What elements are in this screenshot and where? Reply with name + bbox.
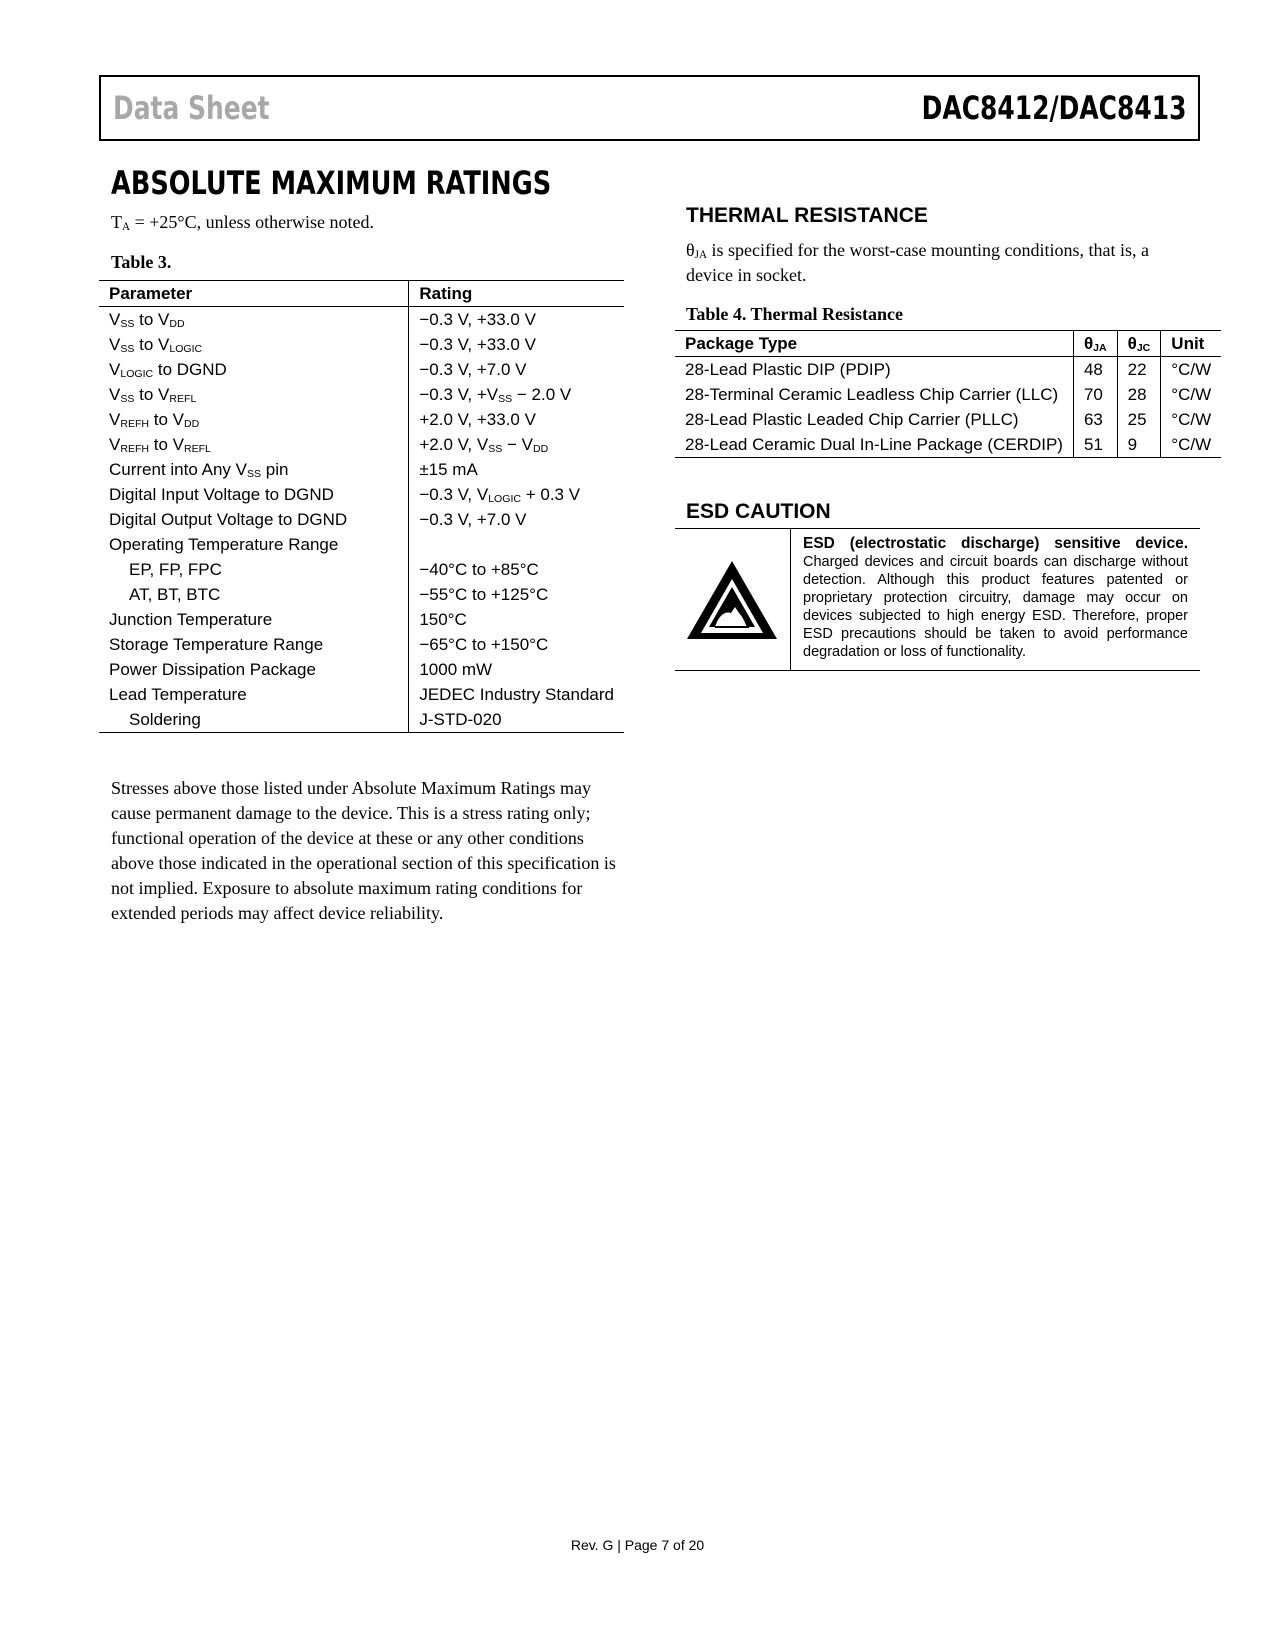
table-row <box>99 382 624 407</box>
table4-caption: Table 4. Thermal Resistance <box>686 304 904 324</box>
table-row <box>675 407 1221 432</box>
column-header-package-type: Package Type <box>675 331 1073 357</box>
subscript: SS <box>120 342 135 355</box>
table-row <box>99 607 624 632</box>
table-row <box>99 532 624 557</box>
table-row <box>99 632 624 657</box>
rating-cell: −0.3 V, +7.0 V <box>419 359 527 379</box>
theta-jc-cell: 22 <box>1117 357 1161 383</box>
text-span: V <box>109 359 121 379</box>
parameter-cell <box>99 332 409 357</box>
page-header <box>99 75 1200 141</box>
parameter-cell: Soldering <box>99 707 409 733</box>
column-header-theta-jc: $\theta_{JC}$ <box>1117 331 1161 357</box>
package-cell: 28-Lead Plastic DIP (PDIP) <box>685 359 891 379</box>
parameter-cell <box>99 432 409 457</box>
parameter-cell <box>99 307 409 333</box>
thermal-paragraph: $\theta_{JA}$ is specified for the worst-case mounting conditions, that is, a device in socket. <box>686 240 1149 285</box>
parameter-cell: Power Dissipation Package <box>99 657 409 682</box>
text-span: V <box>109 409 121 429</box>
parameter-cell <box>99 407 409 432</box>
rating-cell <box>409 382 624 407</box>
section-title-esd: ESD CAUTION <box>686 500 831 523</box>
rating-cell: −55°C to +125°C <box>419 584 549 604</box>
table-row <box>99 557 624 582</box>
rating-cell: −0.3 V, +33.0 V <box>419 334 536 354</box>
parameter-cell: AT, BT, BTC <box>99 582 409 607</box>
table-row <box>99 507 624 532</box>
rating-cell: −65°C to +150°C <box>419 634 549 654</box>
parameter-cell: Digital Output Voltage to DGND <box>99 507 409 532</box>
subscript: SS <box>120 392 135 405</box>
theta-jc-cell: 25 <box>1117 407 1161 432</box>
parameter-cell: EP, FP, FPC <box>99 557 409 582</box>
table-row <box>99 407 624 432</box>
parameter-cell <box>99 457 409 482</box>
parameter-cell: Digital Input Voltage to DGND <box>99 482 409 507</box>
rating-cell: ±15 mA <box>419 459 478 479</box>
ambient-temp-note: $T_A = +25^\circ C$, unless otherwise noted. <box>111 212 375 234</box>
parameter-cell <box>99 357 409 382</box>
table-row <box>99 332 624 357</box>
rating-cell <box>409 532 624 557</box>
package-cell: 28-Lead Plastic Leaded Chip Carrier (PLLC) <box>685 409 1019 429</box>
unit-cell: °C/W <box>1161 382 1221 407</box>
subscript: SS <box>498 392 513 405</box>
parameter-cell: Storage Temperature Range <box>99 632 409 657</box>
table-row <box>99 482 624 507</box>
text-span: − V <box>502 434 533 454</box>
column-header-parameter: Parameter <box>99 281 409 307</box>
text-span: −0.3 V, +V <box>419 384 499 404</box>
subscript: SS <box>488 442 503 455</box>
table3-caption: Table 3. <box>111 252 172 272</box>
parameter-cell: Lead Temperature <box>99 682 409 707</box>
theta-ja-cell: 70 <box>1073 382 1117 407</box>
rating-cell <box>409 482 624 507</box>
unit-cell: °C/W <box>1161 407 1221 432</box>
subscript: SS <box>246 467 262 480</box>
subscript: REFL <box>169 392 197 405</box>
subscript: DD <box>532 442 549 455</box>
table-row <box>99 657 624 682</box>
page-footer: Rev. G | Page 7 of 20 <box>570 1537 705 1553</box>
theta-jc-cell: 28 <box>1117 382 1161 407</box>
text-span: + 0.3 V <box>520 484 581 504</box>
text-span: − 2.0 V <box>512 384 572 404</box>
table-row <box>675 432 1221 458</box>
subscript: DD <box>169 317 185 330</box>
text-span: V <box>109 434 121 454</box>
package-cell: 28-Terminal Ceramic Leadless Chip Carrier (LLC) <box>685 384 1059 404</box>
text-span: to V <box>149 434 184 454</box>
stress-paragraph: Stresses above those listed under Absolute Maximum Ratings may cause permanent damage to the device. This is a stress rating only; functional operation of the device at these or any other conditions above those indicated in the operational section of this specification is not implied. Exposure to absolute maximum rating conditions for extended periods may affect device reliability. <box>111 778 616 923</box>
rating-cell <box>409 432 624 457</box>
text-span: pin <box>261 459 289 479</box>
text-span: V <box>109 309 121 329</box>
subscript: REFL <box>183 442 211 455</box>
parameter-cell: Junction Temperature <box>99 607 409 632</box>
text-span: V <box>109 334 121 354</box>
rating-cell: −0.3 V, +33.0 V <box>419 309 536 329</box>
text-span: to V <box>149 409 184 429</box>
parameter-cell: Operating Temperature Range <box>99 532 409 557</box>
rating-cell: 1000 mW <box>419 659 493 679</box>
column-header-rating: Rating <box>409 281 624 307</box>
absolute-max-table <box>99 280 624 733</box>
subscript: REFH <box>120 417 150 430</box>
rating-cell: JEDEC Industry Standard <box>419 684 614 704</box>
table-row <box>99 682 624 707</box>
table-row <box>99 432 624 457</box>
unit-cell: °C/W <box>1161 357 1221 383</box>
text-span: to V <box>134 384 170 404</box>
rating-cell: J-STD-020 <box>419 709 502 729</box>
subscript: LOGIC <box>488 492 521 505</box>
theta-ja-cell: 63 <box>1073 407 1117 432</box>
column-header-theta-ja: $\theta_{JA}$ <box>1073 331 1117 357</box>
table-row <box>675 357 1221 383</box>
rating-cell: +2.0 V, +33.0 V <box>419 409 536 429</box>
thermal-resistance-table <box>675 330 1221 458</box>
subscript: SS <box>120 317 135 330</box>
rating-cell: −40°C to +85°C <box>419 559 539 579</box>
text-span: −0.3 V, V <box>419 484 489 504</box>
unit-cell: °C/W <box>1161 432 1221 458</box>
text-span: Current into Any V <box>109 459 247 479</box>
table-row <box>675 382 1221 407</box>
theta-ja-cell: 48 <box>1073 357 1117 383</box>
text-span: to V <box>134 309 170 329</box>
section-title-absolute-max: ABSOLUTE MAXIMUM RATINGS <box>111 164 552 202</box>
theta-jc-cell: 9 <box>1117 432 1161 458</box>
text-span: V <box>109 384 121 404</box>
header-part-number: DAC8412/DAC8413 <box>921 89 1186 127</box>
table-row <box>99 457 624 482</box>
section-title-thermal: THERMAL RESISTANCE <box>686 204 928 227</box>
subscript: REFH <box>120 442 150 455</box>
subscript: DD <box>183 417 200 430</box>
esd-caution-box <box>675 528 1200 671</box>
esd-caution-text: ESD (electrostatic discharge) sensitive device. Charged devices and circuit boards can discharge without detection. Although this product features patented or proprietary protection circuitry, damage may occur on devices subjected to high energy ESD. Therefore, proper ESD precautions should be taken to avoid performance degradation or loss of functionality. <box>803 535 1188 660</box>
table-row <box>99 582 624 607</box>
subscript: LOGIC <box>120 367 154 380</box>
parameter-cell <box>99 382 409 407</box>
text-span: +2.0 V, V <box>419 434 489 454</box>
esd-divider <box>790 529 791 670</box>
esd-warning-icon <box>685 557 780 642</box>
text-span: to DGND <box>153 359 227 379</box>
header-doc-type: Data Sheet <box>113 89 270 127</box>
table-row <box>99 307 624 333</box>
table-row <box>99 357 624 382</box>
theta-ja-cell: 51 <box>1073 432 1117 458</box>
rating-cell: 150°C <box>419 609 467 629</box>
column-header-unit: Unit <box>1161 331 1221 357</box>
table-row <box>99 707 624 733</box>
rating-cell: −0.3 V, +7.0 V <box>419 509 527 529</box>
package-cell: 28-Lead Ceramic Dual In-Line Package (CERDIP) <box>685 434 1063 454</box>
subscript: LOGIC <box>169 342 203 355</box>
text-span: to V <box>134 334 170 354</box>
